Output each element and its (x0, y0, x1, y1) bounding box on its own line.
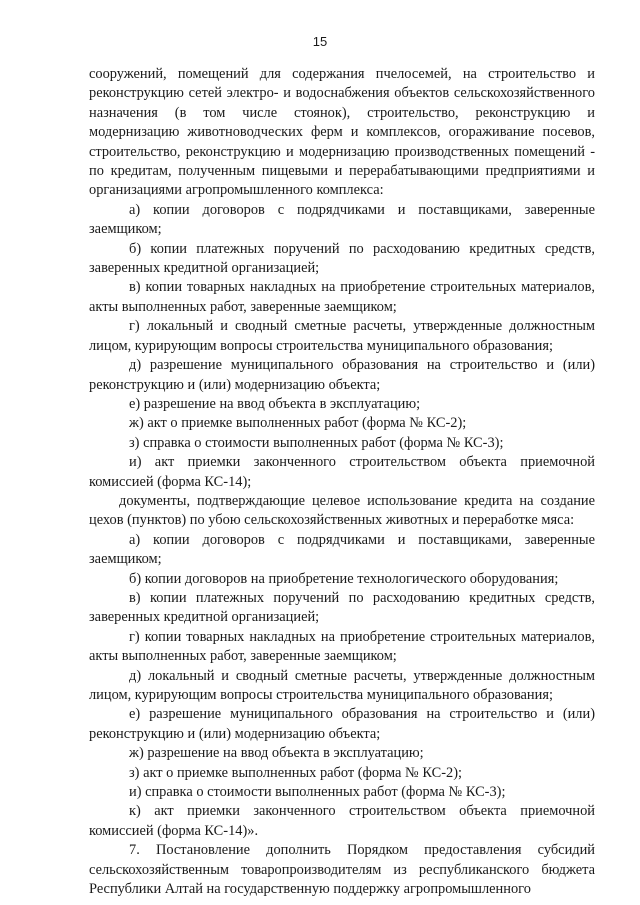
paragraph: к) акт приемки законченного строительством объекта приемочной комиссией (форма КС-14)». (89, 803, 595, 839)
paragraph: б) копии договоров на приобретение технологического оборудования; (129, 570, 559, 587)
paragraph: ж) акт о приемке выполненных работ (форма № КС-2); (129, 415, 467, 432)
paragraph: в) копии платежных поручений по расходованию кредитных средств, заверенных кредитной организацией; (89, 589, 595, 626)
paragraph: документы, подтверждающие целевое использование кредита на создание цехов (пунктов) по убою сельскохозяйственных животных и переработке мяса: (89, 492, 595, 529)
paragraph: г) копии товарных накладных на приобретение строительных материалов, акты выполненных работ, заверенные заемщиком; (89, 628, 595, 665)
paragraph: и) справка о стоимости выполненных работ (форма № КС-3); (129, 784, 506, 801)
paragraph: сооружений, помещений для содержания пчелосемей, на строительство и реконструкцию сетей электро- и водоснабжения объектов сельскохозяйственного назначения (в том числе стоянок), строительство, реконструкцию и модернизацию животноводческих ферм и комплексов, огораживание посевов, строительство, реконструкцию и модернизацию производственных помещений - по кредитам, полученным пищевыми и перерабатывающими предприятиями и организациями агропромышленного комплекса: (89, 66, 595, 199)
paragraph: д) локальный и сводный сметные расчеты, утвержденные должностным лицом, курирующим вопросы строительства муниципального образования; (89, 667, 595, 703)
paragraph: б) копии платежных поручений по расходованию кредитных средств, заверенных кредитной организацией; (89, 240, 595, 277)
paragraph: 7. Постановление дополнить Порядком предоставления субсидий сельскохозяйственным товаропроизводителям из республиканского бюджета Республики Алтай на государственную поддержку агропромышленного (89, 842, 595, 898)
paragraph: и) акт приемки законченного строительством объекта приемочной комиссией (форма КС-14); (89, 454, 595, 490)
paragraph: е) разрешение муниципального образования на строительство и (или) реконструкцию и (или) модернизацию объекта; (89, 706, 595, 742)
page-number: 15 (312, 34, 328, 49)
paragraph: д) разрешение муниципального образования на строительство и (или) реконструкцию и (или) модернизацию объекта; (89, 357, 595, 393)
paragraph: з) справка о стоимости выполненных работ (форма № КС-3); (129, 434, 504, 451)
paragraph: ж) разрешение на ввод объекта в эксплуатацию; (129, 745, 424, 762)
paragraph: е) разрешение на ввод объекта в эксплуатацию; (129, 395, 421, 412)
paragraph: з) акт о приемке выполненных работ (форма № КС-2); (129, 764, 462, 781)
paragraph: в) копии товарных накладных на приобретение строительных материалов, акты выполненных работ, заверенные заемщиком; (89, 279, 595, 315)
document-body (89, 65, 595, 899)
paragraph: а) копии договоров с подрядчиками и поставщиками, заверенные заемщиком; (89, 531, 595, 568)
paragraph: г) локальный и сводный сметные расчеты, утвержденные должностным лицом, курирующим вопросы строительства муниципального образования; (89, 318, 595, 354)
paragraph: а) копии договоров с подрядчиками и поставщиками, заверенные заемщиком; (89, 201, 595, 238)
